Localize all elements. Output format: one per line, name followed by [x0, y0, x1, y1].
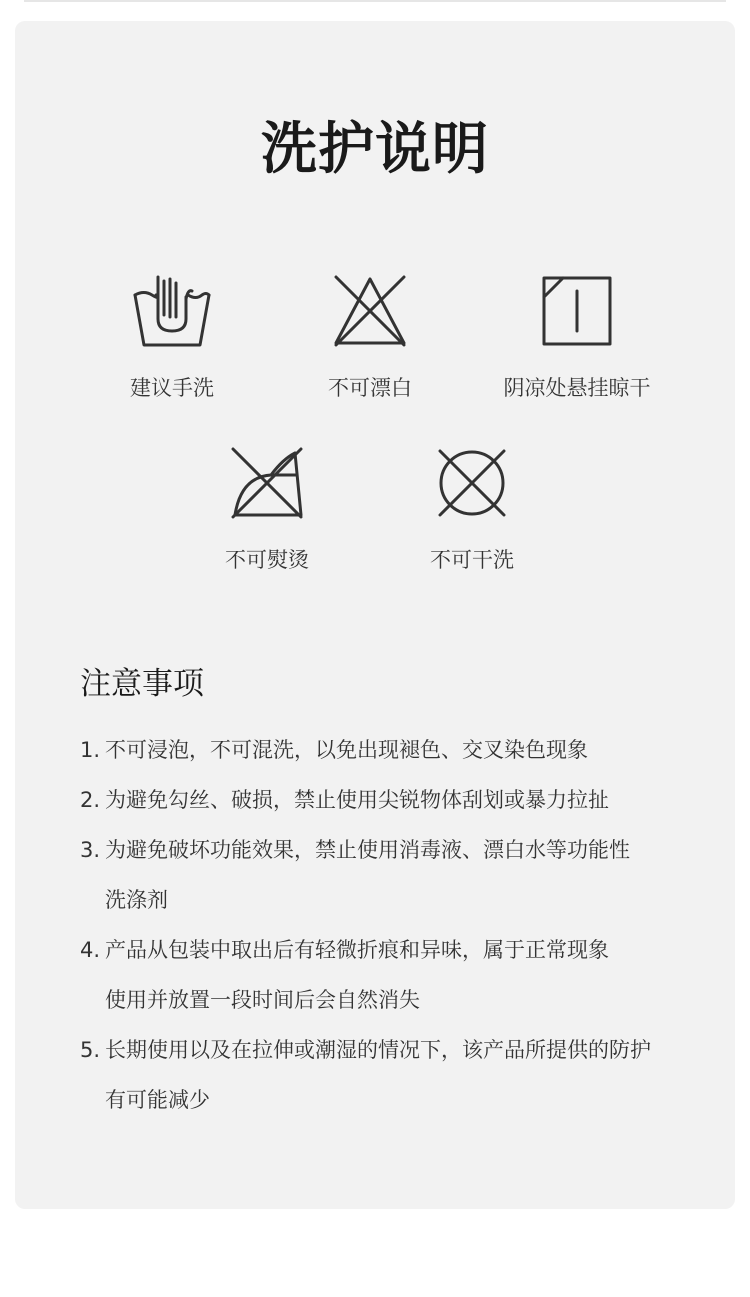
hand-wash-icon — [132, 275, 212, 351]
note-text: 为避免破坏功能效果，禁止使用消毒液、漂白水等功能性 — [105, 838, 630, 862]
note-text: 长期使用以及在拉伸或潮湿的情况下，该产品所提供的防护 — [105, 1038, 651, 1062]
care-item-no-bleach — [270, 275, 470, 405]
notes-title: 注意事项 — [80, 666, 204, 702]
note-text: 产品从包装中取出后有轻微折痕和异味，属于正常现象 — [105, 938, 609, 962]
care-label-no-bleach: 不可漂白 — [328, 376, 412, 400]
no-bleach-icon — [332, 275, 408, 347]
top-divider — [24, 0, 726, 2]
no-dry-clean-icon — [436, 447, 508, 519]
note-number: 1. — [80, 738, 101, 762]
page-title: 洗护说明 — [261, 117, 489, 182]
notes-list — [80, 725, 700, 1125]
note-item — [80, 825, 700, 925]
note-item — [80, 925, 700, 1025]
care-item-no-iron — [167, 447, 367, 577]
note-text-continued: 使用并放置一段时间后会自然消失 — [105, 988, 420, 1012]
note-number: 4. — [80, 938, 101, 962]
care-item-line-dry-shade — [442, 275, 712, 405]
note-number: 5. — [80, 1038, 101, 1062]
no-iron-icon — [231, 447, 303, 519]
care-label-no-iron: 不可熨烫 — [225, 548, 309, 572]
note-item — [80, 725, 700, 775]
note-text: 为避免勾丝、破损，禁止使用尖锐物体刮划或暴力拉扯 — [105, 788, 609, 812]
note-item — [80, 775, 700, 825]
care-label-no-dry-clean: 不可干洗 — [430, 548, 514, 572]
care-label-hand-wash: 建议手洗 — [130, 376, 214, 400]
note-text-continued: 有可能减少 — [105, 1088, 210, 1112]
note-number: 2. — [80, 788, 101, 812]
care-label-line-dry-shade: 阴凉处悬挂晾干 — [503, 376, 651, 400]
note-text-continued: 洗涤剂 — [105, 888, 168, 912]
care-item-no-dry-clean — [372, 447, 572, 577]
care-item-hand-wash — [72, 275, 272, 405]
note-text: 不可浸泡，不可混洗，以免出现褪色、交叉染色现象 — [105, 738, 588, 762]
line-dry-shade-icon — [541, 275, 613, 347]
note-number: 3. — [80, 838, 101, 862]
note-item — [80, 1025, 700, 1125]
